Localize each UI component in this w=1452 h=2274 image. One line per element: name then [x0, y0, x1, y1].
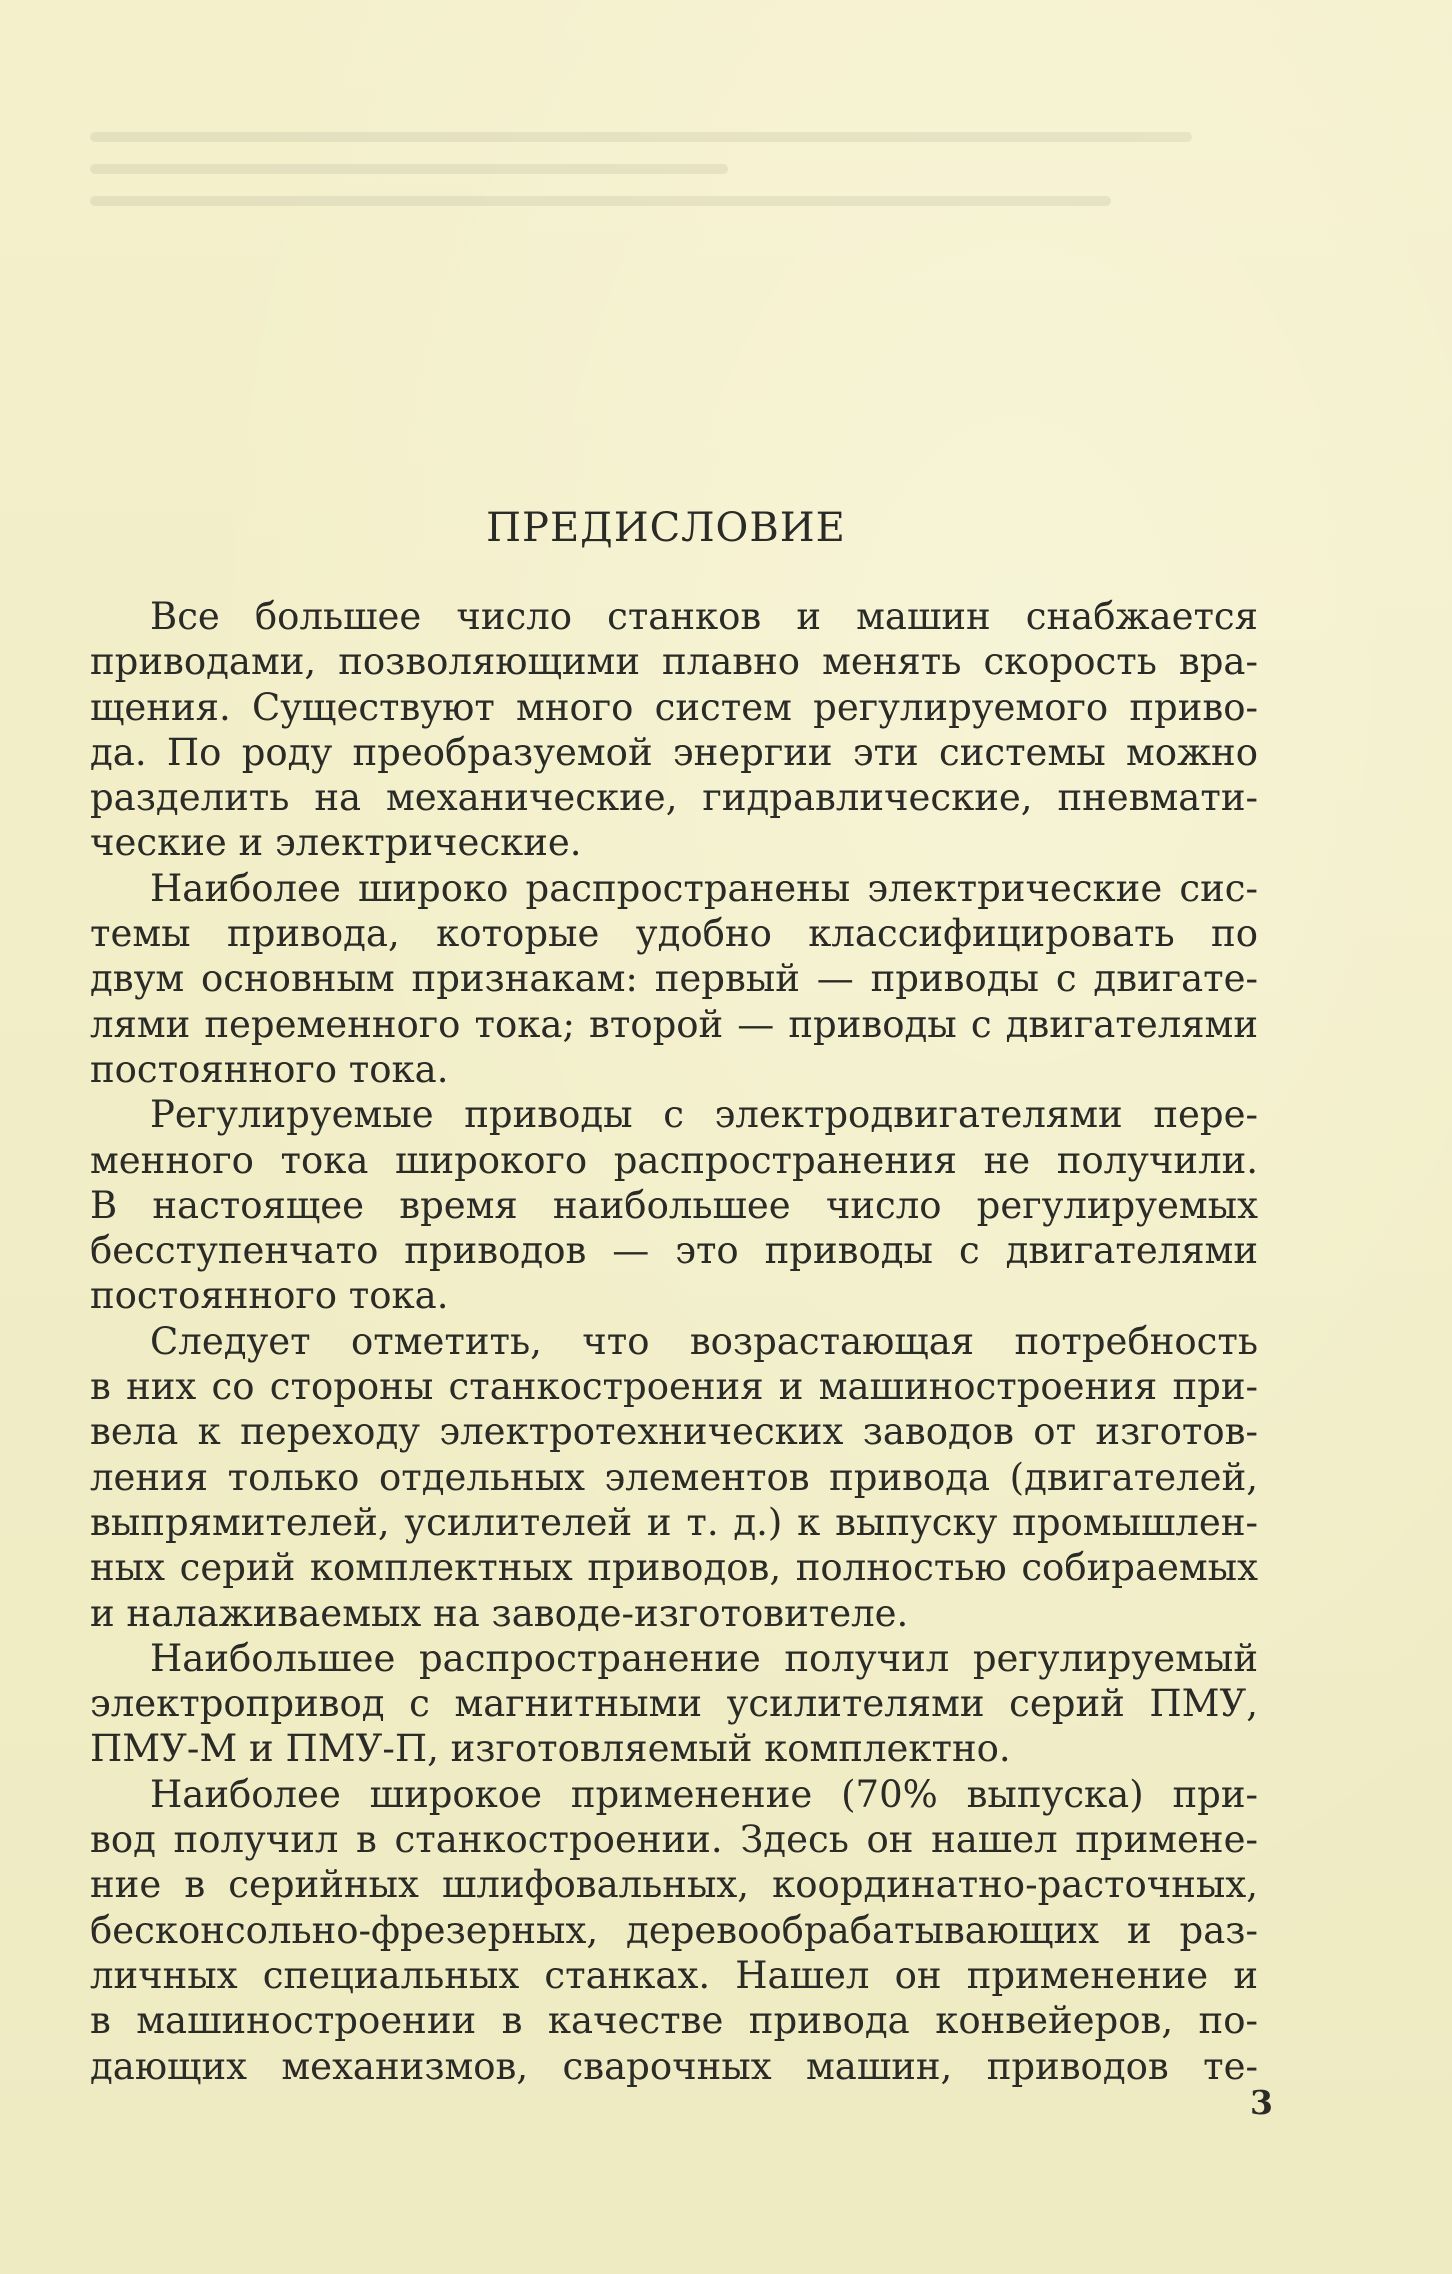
- bleed-through-text: [90, 110, 1250, 230]
- text-line: постоянного тока.: [90, 1047, 449, 1091]
- text-line: Все большее число станков и машин снабжается: [150, 595, 1258, 638]
- paragraph: [90, 1319, 1258, 1636]
- text-line: да. По роду преобразуемой энергии эти системы можно: [90, 730, 1258, 774]
- text-line: бесступенчато приводов — это приводы с двигателями: [90, 1229, 1258, 1273]
- paragraph: [90, 1092, 1258, 1318]
- text-line: В настоящее время наибольшее число регулируемых: [90, 1183, 1258, 1227]
- text-line: электропривод с магнитными усилителями серий ПМУ,: [90, 1682, 1258, 1726]
- text-line: темы привода, которые удобно классифицировать по: [90, 912, 1258, 956]
- text-line: лями переменного тока; второй — приводы с двигателями: [90, 1002, 1258, 1046]
- text-line: ческие и электрические.: [90, 821, 582, 865]
- page-number: 3: [1250, 2083, 1273, 2122]
- text-line: приводами, позволяющими плавно менять скорость вра-: [90, 640, 1258, 684]
- text-line: двум основным признакам: первый — приводы с двигате-: [90, 957, 1258, 1001]
- text-line: ние в серийных шлифовальных, координатно-расточных,: [90, 1863, 1258, 1907]
- section-heading: ПРЕДИСЛОВИЕ: [486, 505, 846, 551]
- text-line: менного тока широкого распространения не получили.: [90, 1138, 1258, 1182]
- paragraph: [90, 1772, 1258, 2089]
- text-line: вод получил в станкостроении. Здесь он нашел примене-: [90, 1818, 1258, 1862]
- text-line: в машиностроении в качестве привода конвейеров, по-: [90, 1999, 1258, 2043]
- text-line: постоянного тока.: [90, 1274, 449, 1318]
- paragraph: [90, 1636, 1258, 1772]
- text-line: Наибольшее распространение получил регулируемый: [150, 1636, 1258, 1680]
- text-line: и налаживаемых на заводе-изготовителе.: [90, 1591, 909, 1635]
- text-line: Наиболее широко распространены электрические сис-: [150, 866, 1258, 910]
- text-line: в них со стороны станкостроения и машиностроения при-: [90, 1365, 1258, 1409]
- text-line: выпрямителей, усилителей и т. д.) к выпуску промышлен-: [90, 1500, 1258, 1544]
- text-line: личных специальных станках. Нашел он применение и: [90, 1953, 1258, 1997]
- text-line: Регулируемые приводы с электродвигателями пере-: [150, 1093, 1258, 1137]
- text-line: ления только отдельных элементов привода (двигателей,: [90, 1455, 1258, 1499]
- paragraph: [90, 594, 1258, 866]
- text-line: ПМУ-М и ПМУ-П, изготовляемый комплектно.: [90, 1727, 1011, 1771]
- text-line: Следует отметить, что возрастающая потребность: [150, 1319, 1258, 1363]
- text-line: бесконсольно-фрезерных, деревообрабатывающих и раз-: [90, 1908, 1258, 1952]
- text-line: вела к переходу электротехнических заводов от изготов-: [90, 1410, 1258, 1454]
- body-text: [90, 594, 1258, 2089]
- text-line: Наиболее широкое применение (70% выпуска) при-: [150, 1772, 1258, 1816]
- text-line: щения. Существуют много систем регулируемого приво-: [90, 685, 1258, 729]
- text-line: разделить на механические, гидравлические, пневмати-: [90, 776, 1258, 820]
- text-line: дающих механизмов, сварочных машин, приводов те-: [90, 2044, 1258, 2088]
- paragraph: [90, 866, 1258, 1092]
- text-line: ных серий комплектных приводов, полностью собираемых: [90, 1546, 1258, 1590]
